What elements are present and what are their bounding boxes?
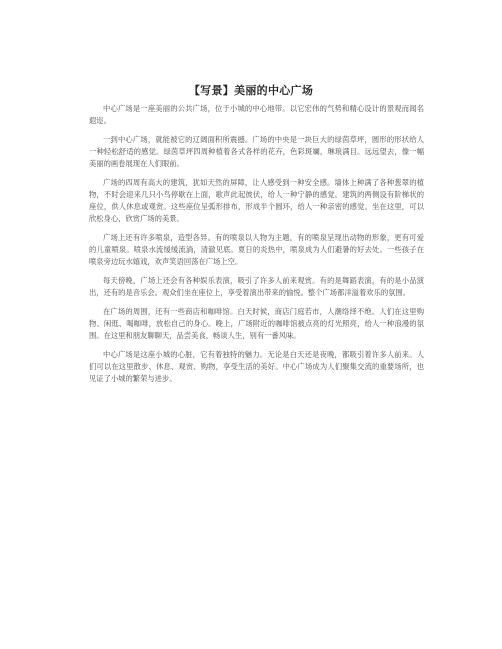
paragraph-conclusion: 中心广场是这座小城的心脏，它有着独特的魅力。无论是白天还是夜晚，都吸引着许多人前来。人们可以在这里散步、休息、观赏、购物，享受生活的美好。中心广场成为人们聚集交流的重要场所，也见证了小城的繁荣与进步。 bbox=[89, 350, 424, 383]
paragraph-intro: 中心广场是一座美丽的公共广场，位于小城的中心地带。以它宏伟的气势和精心设计的景观而闻名遐迩。 bbox=[89, 104, 424, 125]
paragraph-buildings: 广场的四周有高大的建筑，犹如天然的屏障，让人感受到一种安全感。墙体上种满了各种葱翠的植物，不时会迎来几只小鸟停歇在上面，歌声此起彼伏，给人一种宁静的感觉。建筑的两侧设有阶梯状的座位，供人休息或观赏。这些座位呈弧形排布，形成半个圆环，给人一种亲密的感觉。坐在这里，可以欣松身心，欣赏广场的美景。 bbox=[89, 178, 424, 223]
paragraph-lawn: 一到中心广场，就能被它的辽阔面积所震撼。广场的中央是一块巨大的绿茵草坪，圆形的形状给人一种轻松舒适的感觉。绿茵草坪四周种植着各式各样的花卉，色彩斑斓，琳琅满目。远远望去，像一幅美丽的画卷展现在人们眼前。 bbox=[89, 135, 424, 168]
paragraph-fountains: 广场上还有许多喷泉，造型各异。有的喷泉以人物为主题，有的喷泉呈现出动物的形象，更有可爱的儿童喷泉。喷泉水流缓缓流淌，清澈见底。夏日的炎热中，喷泉成为人们避暑的好去处。一些孩子在喷泉旁边玩水嬉戏，欢声笑语回荡在广场上空。 bbox=[89, 233, 424, 266]
paragraph-shops: 在广场的周围，还有一些商店和咖啡馆。白天时候，商店门庭若市，人潮络绎不绝。人们在这里购物、闲逛、喝咖啡，放松自己的身心。晚上，广场附近的咖啡馆被点亮的灯光照亮，给人一种浪漫的氛围。在这里和朋友聊聊天，品尝美食，畅谈人生，别有一番风味。 bbox=[89, 307, 424, 340]
paragraph-performances: 每天傍晚，广场上还会有各种娱乐表演，吸引了许多人前来观赏。有的是舞蹈表演，有的是小品演出，还有的是音乐会。观众们坐在座位上，享受着演出带来的愉悦。整个广场都洋溢着欢乐的氛围。 bbox=[89, 276, 424, 297]
document-title: 【写景】美丽的中心广场 bbox=[188, 84, 314, 97]
document-body bbox=[89, 103, 424, 392]
